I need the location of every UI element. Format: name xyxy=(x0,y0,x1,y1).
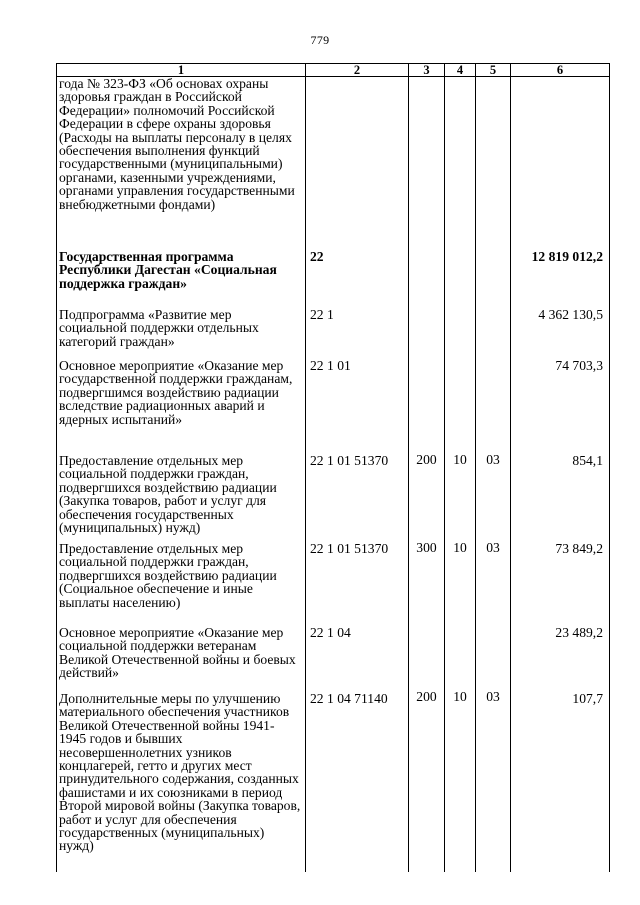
row-section: 10 xyxy=(445,453,476,541)
row-sum: 854,1 xyxy=(511,453,610,541)
row-code xyxy=(306,77,409,249)
row-section xyxy=(445,623,476,690)
column-header-4: 4 xyxy=(445,64,476,77)
row-expense-type xyxy=(409,303,445,355)
budget-table xyxy=(56,63,610,872)
row-code: 22 xyxy=(306,248,409,303)
row-name: Дополнительные меры по улучшению материального обеспечения участников Великой Отечественной войны 1941-1945 годов и бывших несовершеннолетних узников концлагерей, гетто и других мест принудительного содержания, созданных фашистами и их союзниками в период Второй мировой войны (Закупка товаров, работ и услуг для обеспечения государственных (муниципальных) нужд) xyxy=(57,690,306,872)
row-subsection: 03 xyxy=(476,541,511,623)
row-expense-type xyxy=(409,77,445,249)
row-sum: 107,7 xyxy=(511,690,610,872)
row-name: Основное мероприятие «Оказание мер социальной поддержки ветеранам Великой Отечественной войны и боевых действий» xyxy=(57,623,306,690)
row-expense-type: 300 xyxy=(409,541,445,623)
table-row xyxy=(57,77,610,249)
row-code: 22 1 01 xyxy=(306,355,409,453)
row-subsection: 03 xyxy=(476,453,511,541)
row-section xyxy=(445,77,476,249)
table-row xyxy=(57,690,610,872)
row-sum xyxy=(511,77,610,249)
row-name: Подпрограмма «Развитие мер социальной поддержки отдельных категорий граждан» xyxy=(57,303,306,355)
row-sum: 74 703,3 xyxy=(511,355,610,453)
table-row xyxy=(57,453,610,541)
row-sum: 12 819 012,2 xyxy=(511,248,610,303)
row-subsection xyxy=(476,355,511,453)
column-header-name: 1 xyxy=(57,64,306,77)
row-section xyxy=(445,248,476,303)
row-code: 22 1 04 71140 xyxy=(306,690,409,872)
row-expense-type xyxy=(409,248,445,303)
row-subsection: 03 xyxy=(476,690,511,872)
row-sum: 4 362 130,5 xyxy=(511,303,610,355)
table-header-row xyxy=(57,64,610,77)
row-code: 22 1 04 xyxy=(306,623,409,690)
row-name: года № 323-ФЗ «Об основах охраны здоровья граждан в Российской Федерации» полномочий Российской Федерации в сфере охраны здоровья (Расходы на выплаты персоналу в целях обеспечения выполнения функций государственными (муниципальными) органами, казенными учреждениями, органами управления государственными внебюджетными фондами) xyxy=(57,77,306,249)
row-section xyxy=(445,355,476,453)
row-expense-type: 200 xyxy=(409,453,445,541)
row-section xyxy=(445,303,476,355)
row-name: Предоставление отдельных мер социальной поддержки граждан, подвергшихся воздействию радиации (Социальное обеспечение и иные выплаты населению) xyxy=(57,541,306,623)
row-code: 22 1 01 51370 xyxy=(306,453,409,541)
row-subsection xyxy=(476,623,511,690)
row-subsection xyxy=(476,248,511,303)
row-code: 22 1 xyxy=(306,303,409,355)
column-header-sum: 6 xyxy=(511,64,610,77)
row-code: 22 1 01 51370 xyxy=(306,541,409,623)
row-name: Основное мероприятие «Оказание мер государственной поддержки гражданам, подвергшимся воздействию радиации вследствие радиационных аварий и ядерных испытаний» xyxy=(57,355,306,453)
column-header-5: 5 xyxy=(476,64,511,77)
row-name: Предоставление отдельных мер социальной поддержки граждан, подвергшихся воздействию радиации (Закупка товаров, работ и услуг для обеспечения государственных (муниципальных) нужд) xyxy=(57,453,306,541)
table-row xyxy=(57,355,610,453)
row-expense-type xyxy=(409,623,445,690)
row-subsection xyxy=(476,77,511,249)
table-row xyxy=(57,623,610,690)
row-section: 10 xyxy=(445,541,476,623)
table-row xyxy=(57,248,610,303)
row-subsection xyxy=(476,303,511,355)
row-name: Государственная программа Республики Дагестан «Социальная поддержка граждан» xyxy=(57,248,306,303)
row-expense-type: 200 xyxy=(409,690,445,872)
row-sum: 73 849,2 xyxy=(511,541,610,623)
table-row xyxy=(57,541,610,623)
table-row xyxy=(57,303,610,355)
page-number: 779 xyxy=(310,33,330,47)
column-header-code: 2 xyxy=(306,64,409,77)
row-section: 10 xyxy=(445,690,476,872)
row-sum: 23 489,2 xyxy=(511,623,610,690)
column-header-3: 3 xyxy=(409,64,445,77)
row-expense-type xyxy=(409,355,445,453)
